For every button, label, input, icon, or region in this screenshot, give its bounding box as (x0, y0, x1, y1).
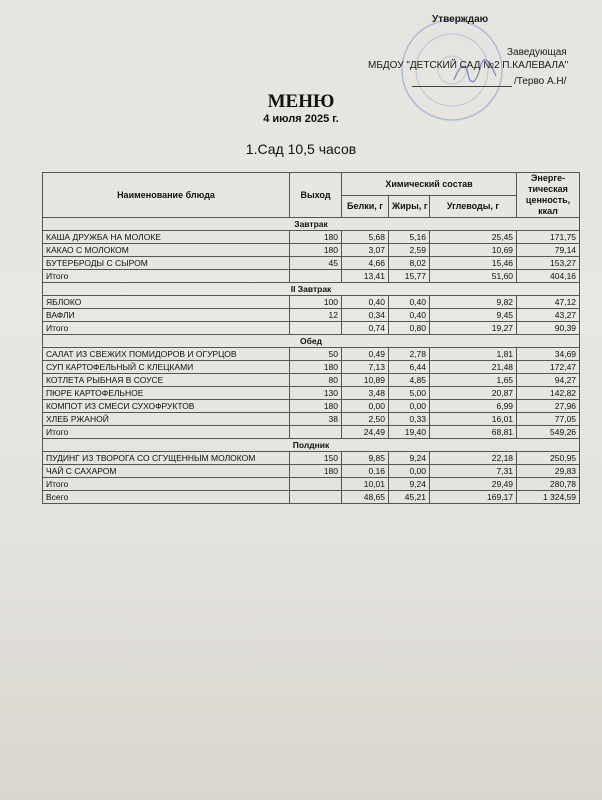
energy-value: 77,05 (517, 413, 580, 426)
protein-value: 24,49 (342, 426, 389, 439)
col-header-fat: Жиры, г (389, 195, 430, 218)
carbs-value: 68,81 (430, 426, 517, 439)
dish-name: САЛАТ ИЗ СВЕЖИХ ПОМИДОРОВ И ОГУРЦОВ (43, 348, 290, 361)
fat-value: 2,78 (389, 348, 430, 361)
carbs-value: 20,87 (430, 387, 517, 400)
fat-value: 0,40 (389, 309, 430, 322)
energy-value: 43,27 (517, 309, 580, 322)
table-row (43, 296, 580, 309)
protein-value: 0,40 (342, 296, 389, 309)
energy-value: 27,96 (517, 400, 580, 413)
dish-yield: 180 (290, 465, 342, 478)
dish-yield (290, 478, 342, 491)
dish-yield: 100 (290, 296, 342, 309)
dish-name: Итого (43, 270, 290, 283)
energy-value: 79,14 (517, 244, 580, 257)
protein-value: 10,89 (342, 374, 389, 387)
energy-value: 94,27 (517, 374, 580, 387)
fat-value: 4,85 (389, 374, 430, 387)
fat-value: 9,24 (389, 452, 430, 465)
table-row (43, 387, 580, 400)
dish-yield (290, 270, 342, 283)
energy-value: 34,69 (517, 348, 580, 361)
dish-name: КОТЛЕТА РЫБНАЯ В СОУСЕ (43, 374, 290, 387)
protein-value: 0,34 (342, 309, 389, 322)
protein-value: 48,65 (342, 491, 389, 504)
energy-value: 47,12 (517, 296, 580, 309)
fat-value: 0,40 (389, 296, 430, 309)
total-row (43, 426, 580, 439)
energy-value: 549,26 (517, 426, 580, 439)
table-row (43, 257, 580, 270)
fat-value: 8,02 (389, 257, 430, 270)
table-row (43, 348, 580, 361)
section-row (43, 283, 580, 296)
energy-value: 142,82 (517, 387, 580, 400)
fat-value: 15,77 (389, 270, 430, 283)
fat-value: 0,33 (389, 413, 430, 426)
col-header-protein: Белки, г (342, 195, 389, 218)
carbs-value: 19,27 (430, 322, 517, 335)
table-row (43, 231, 580, 244)
protein-value: 7,13 (342, 361, 389, 374)
approve-label: Утверждаю (432, 14, 489, 25)
fat-value: 6,44 (389, 361, 430, 374)
protein-value: 0,16 (342, 465, 389, 478)
dish-yield (290, 491, 342, 504)
dish-yield: 80 (290, 374, 342, 387)
dish-yield: 130 (290, 387, 342, 400)
organization-name: МБДОУ "ДЕТСКИЙ САД №2 П.КАЛЕВАЛА" (368, 60, 569, 71)
dish-name: СУП КАРТОФЕЛЬНЫЙ С КЛЕЦКАМИ (43, 361, 290, 374)
table-row (43, 309, 580, 322)
dish-name: КАКАО С МОЛОКОМ (43, 244, 290, 257)
table-row (43, 400, 580, 413)
dish-yield (290, 426, 342, 439)
carbs-value: 9,45 (430, 309, 517, 322)
table-row (43, 361, 580, 374)
carbs-value: 21,48 (430, 361, 517, 374)
fat-value: 45,21 (389, 491, 430, 504)
table-row (43, 413, 580, 426)
dish-name: Всего (43, 491, 290, 504)
signer-name: /Терво А.Н/ (514, 76, 567, 87)
carbs-value: 10,69 (430, 244, 517, 257)
dish-name: ПЮРЕ КАРТОФЕЛЬНОЕ (43, 387, 290, 400)
protein-value: 3,07 (342, 244, 389, 257)
fat-value: 2,59 (389, 244, 430, 257)
col-header-name: Наименование блюда (43, 173, 290, 218)
carbs-value: 6,99 (430, 400, 517, 413)
dish-name: Итого (43, 322, 290, 335)
protein-value: 3,48 (342, 387, 389, 400)
protein-value: 0,74 (342, 322, 389, 335)
dish-name: БУТЕРБРОДЫ С СЫРОМ (43, 257, 290, 270)
table-row (43, 452, 580, 465)
energy-value: 171,75 (517, 231, 580, 244)
carbs-value: 15,46 (430, 257, 517, 270)
energy-value: 172,47 (517, 361, 580, 374)
total-row (43, 478, 580, 491)
carbs-value: 29,49 (430, 478, 517, 491)
section-row (43, 218, 580, 231)
carbs-value: 25,45 (430, 231, 517, 244)
protein-value: 13,41 (342, 270, 389, 283)
menu-table (42, 172, 580, 504)
dish-name: КАША ДРУЖБА НА МОЛОКЕ (43, 231, 290, 244)
dish-yield: 50 (290, 348, 342, 361)
dish-yield: 180 (290, 361, 342, 374)
dish-yield: 180 (290, 244, 342, 257)
col-header-energy: Энерге-тическая ценность, ккал (517, 173, 580, 218)
dish-name: Итого (43, 478, 290, 491)
energy-value: 29,83 (517, 465, 580, 478)
carbs-value: 16,01 (430, 413, 517, 426)
carbs-value: 22,18 (430, 452, 517, 465)
fat-value: 0,80 (389, 322, 430, 335)
protein-value: 0,49 (342, 348, 389, 361)
menu-subtitle: 1.Сад 10,5 часов (245, 141, 357, 157)
protein-value: 5,68 (342, 231, 389, 244)
protein-value: 0,00 (342, 400, 389, 413)
section-title: II Завтрак (43, 283, 580, 296)
fat-value: 9,24 (389, 478, 430, 491)
col-header-yield: Выход (290, 173, 342, 218)
col-header-carbs: Углеводы, г (430, 195, 517, 218)
dish-name: ХЛЕБ РЖАНОЙ (43, 413, 290, 426)
carbs-value: 1,65 (430, 374, 517, 387)
table-row (43, 465, 580, 478)
energy-value: 250,95 (517, 452, 580, 465)
energy-value: 90,39 (517, 322, 580, 335)
section-title: Полдник (43, 439, 580, 452)
energy-value: 153,27 (517, 257, 580, 270)
dish-name: ПУДИНГ ИЗ ТВОРОГА СО СГУЩЕННЫМ МОЛОКОМ (43, 452, 290, 465)
carbs-value: 1,81 (430, 348, 517, 361)
head-title: Заведующая (507, 47, 567, 58)
dish-name: Итого (43, 426, 290, 439)
menu-body (43, 218, 580, 504)
energy-value: 280,78 (517, 478, 580, 491)
carbs-value: 169,17 (430, 491, 517, 504)
fat-value: 5,16 (389, 231, 430, 244)
dish-name: ЯБЛОКО (43, 296, 290, 309)
carbs-value: 7,31 (430, 465, 517, 478)
total-row (43, 322, 580, 335)
protein-value: 2,50 (342, 413, 389, 426)
section-row (43, 439, 580, 452)
dish-name: ВАФЛИ (43, 309, 290, 322)
dish-yield: 45 (290, 257, 342, 270)
section-title: Обед (43, 335, 580, 348)
protein-value: 10,01 (342, 478, 389, 491)
fat-value: 0,00 (389, 400, 430, 413)
section-row (43, 335, 580, 348)
table-row (43, 374, 580, 387)
energy-value: 404,16 (517, 270, 580, 283)
signature-line (412, 86, 512, 87)
fat-value: 0,00 (389, 465, 430, 478)
carbs-value: 51,60 (430, 270, 517, 283)
dish-yield: 180 (290, 231, 342, 244)
carbs-value: 9,82 (430, 296, 517, 309)
table-row (43, 244, 580, 257)
page-title: МЕНЮ (267, 91, 335, 112)
section-title: Завтрак (43, 218, 580, 231)
protein-value: 9,85 (342, 452, 389, 465)
energy-value: 1 324,59 (517, 491, 580, 504)
total-row (43, 491, 580, 504)
fat-value: 19,40 (389, 426, 430, 439)
col-header-chem: Химический состав (342, 173, 517, 196)
menu-date: 4 июля 2025 г. (263, 113, 339, 125)
total-row (43, 270, 580, 283)
dish-yield: 12 (290, 309, 342, 322)
protein-value: 4,66 (342, 257, 389, 270)
dish-yield: 180 (290, 400, 342, 413)
dish-yield: 150 (290, 452, 342, 465)
dish-yield (290, 322, 342, 335)
dish-name: КОМПОТ ИЗ СМЕСИ СУХОФРУКТОВ (43, 400, 290, 413)
dish-yield: 38 (290, 413, 342, 426)
fat-value: 5,00 (389, 387, 430, 400)
dish-name: ЧАЙ С САХАРОМ (43, 465, 290, 478)
